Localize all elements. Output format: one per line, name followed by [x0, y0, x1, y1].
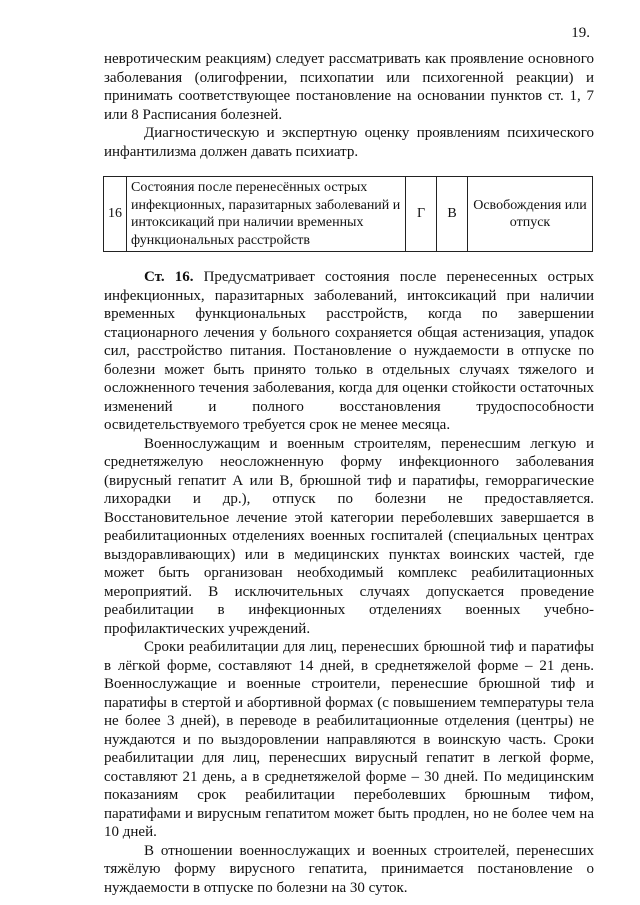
commentary-paragraph-4: В отношении военнослужащих и военных строителей, перенесших тяжёлую форму вирусного гепатита, принимается постановление о нуждаемости в отпуске по болезни на 30 суток. — [104, 842, 594, 896]
intro-paragraph-1: невротическим реакциям) следует рассматривать как проявление основного заболевания (олигофрении, психопатии или психогенной реакции) и принимать соответствующее постановление на основании пунктов ст. 1, 7 или 8 Расписания болезней. — [104, 51, 594, 123]
commentary-paragraph-2: Военнослужащим и военным строителям, перенесшим легкую и среднетяжелую неосложненную форму инфекционного заболевания (вирусный гепатит А или В, брюшной тиф и паратифы, геморрагические лихорадки и др.), отпуск по болезни не предоставляется. Восстановительное лечение этой категории переболевших завершается в реабилитационных отделениях военных госпиталей (специальных центрах выздоравливающих) или в медицинских пунктах воинских частей, где может быть организован необходимый комплекс реабилитационных мероприятий. В исключительных случаях допускается проведение реабилитации в инфекционных отделениях военных учебно-профилактических учреждений. — [104, 435, 594, 637]
commentary-paragraph-1 — [104, 268, 594, 435]
category-cell-1: Г — [406, 177, 437, 252]
article-description-cell: Состояния после перенесённых острых инфекционных, паразитарных заболеваний и интоксикаций при наличии временных функциональных расстройств — [127, 177, 406, 252]
commentary-text — [104, 268, 594, 897]
commentary-paragraph-3: Сроки реабилитации для лиц, перенесших брюшной тиф и паратифы в лёгкой форме, составляют 14 дней, в среднетяжелой форме – 21 день. Военнослужащие и военные строители, перенесшие брюшной тиф и паратифы в стертой и абортивной формах (с повышением температуры тела не более 3 дней), в переводе в реабилитационные отделения (центры) не нуждаются и по выздоровлении направляются в воинскую часть. Сроки реабилитации для лиц, перенесших вирусный гепатит в легкой форме, составляют 21 день, а в среднетяжелой форме – 30 дней. По медицинским показаниям срок реабилитации переболевших брюшным тифом, паратифами и вирусным гепатитом может быть продлен, но не более чем на 10 дней. — [104, 639, 594, 840]
category-cell-2: В — [437, 177, 468, 252]
commentary-paragraph-1-text: Предусматривает состояния после перенесенных острых инфекционных, паразитарных заболеваний, интоксикаций при наличии временных функциональных расстройств, когда по завершении стационарного лечения у больного сохраняется общая астенизация, упадок сил, расстройство питания. Постановление о нуждаемости в отпуске по болезни может быть принято только в отдельных случаях тяжелого и осложненного течения заболевания, когда для оценки стойкости остаточных изменений и полного восстановления трудоспособности освидетельствуемого требуется срок не менее месяца. — [104, 269, 594, 433]
result-cell: Освобождения или отпуск — [468, 177, 593, 252]
page-number: 19. — [571, 25, 590, 41]
article-number-cell: 16 — [104, 177, 127, 252]
intro-paragraph-2: Диагностическую и экспертную оценку проявлениям психического инфантилизма должен давать психиатр. — [104, 125, 594, 160]
article-label: Ст. 16. — [144, 269, 194, 285]
table-row — [104, 177, 593, 252]
article-table — [103, 176, 593, 252]
intro-text — [104, 50, 594, 161]
